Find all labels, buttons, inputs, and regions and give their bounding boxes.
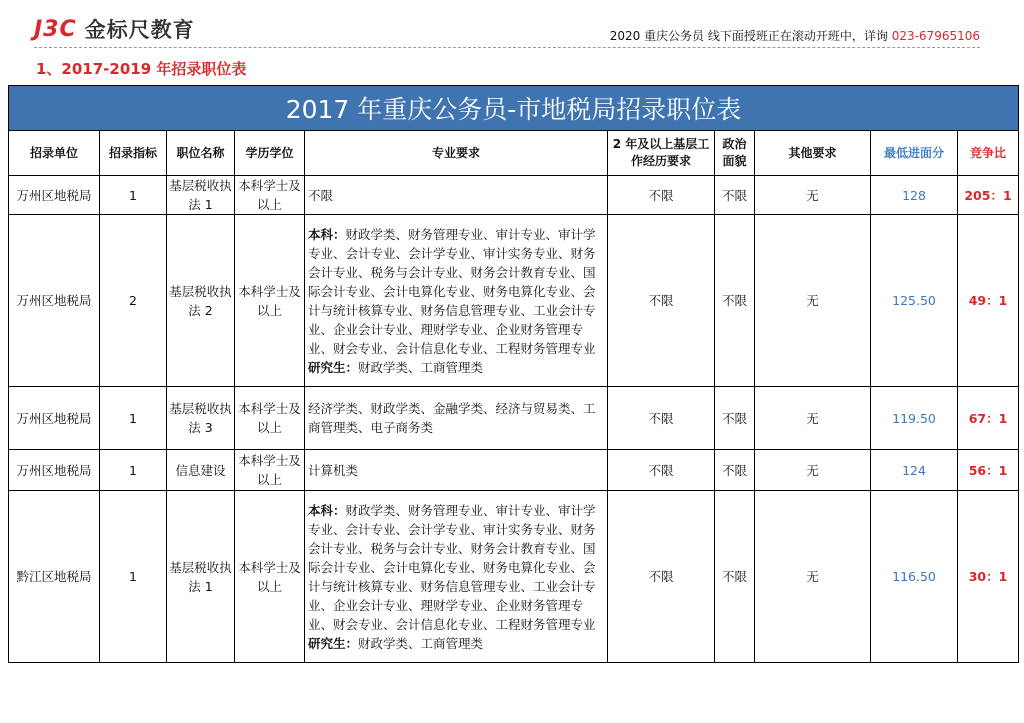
table-row: [9, 450, 1019, 491]
cell-experience: 不限: [608, 450, 715, 491]
table-row: [9, 176, 1019, 215]
page-header: [0, 0, 1024, 50]
major-label: 本科：: [308, 226, 346, 242]
cell-experience: 不限: [608, 387, 715, 450]
col-unit: 招录单位: [9, 131, 100, 176]
cell-ratio: 67：1: [958, 387, 1019, 450]
cell-degree: 本科学士及以上: [235, 450, 305, 491]
cell-quota: 1: [100, 176, 167, 215]
table-header-row: [9, 131, 1019, 176]
cell-min-score: 124: [871, 450, 958, 491]
grad-text: 财政学类、工商管理类: [358, 359, 484, 375]
grad-label: 研究生：: [308, 359, 359, 375]
cell-other: 无: [755, 215, 871, 387]
cell-position: 基层税收执法 3: [167, 387, 235, 450]
cell-experience: 不限: [608, 215, 715, 387]
recruitment-table-wrap: [8, 85, 1018, 663]
cell-ratio: 205：1: [958, 176, 1019, 215]
cell-position: 基层税收执法 1: [167, 176, 235, 215]
notice-text: 2020 重庆公务员 线下面授班正在滚动开班中，详询: [609, 29, 892, 43]
cell-position: 信息建设: [167, 450, 235, 491]
cell-political: 不限: [715, 387, 755, 450]
header-divider: [34, 47, 980, 48]
cell-min-score: 128: [871, 176, 958, 215]
cell-min-score: 116.50: [871, 491, 958, 663]
col-experience: 2 年及以上基层工作经历要求: [608, 131, 715, 176]
cell-ratio: 49：1: [958, 215, 1019, 387]
col-other: 其他要求: [755, 131, 871, 176]
cell-political: 不限: [715, 491, 755, 663]
cell-position: 基层税收执法 1: [167, 491, 235, 663]
cell-unit: 黔江区地税局: [9, 491, 100, 663]
cell-quota: 1: [100, 491, 167, 663]
cell-other: 无: [755, 450, 871, 491]
section-title: 1、2017-2019 年招录职位表: [36, 60, 247, 78]
cell-major: [305, 215, 608, 387]
major-text: 财政学类、财务管理专业、审计专业、审计学专业、会计专业、会计学专业、审计实务专业、财务会计专业、税务与会计专业、财务会计教育专业、国际会计专业、会计电算化专业、财务电算化专业、会计与统计核算专业、财务信息管理专业、工业会计专业、企业会计专业、理财学专业、企业财务管理专业、财会专业、会计信息化专业、工程财务管理专业: [308, 226, 596, 356]
table-title: 2017 年重庆公务员-市地税局招录职位表: [9, 86, 1019, 131]
cell-political: 不限: [715, 176, 755, 215]
notice-phone: 023-67965106: [891, 29, 980, 43]
cell-other: 无: [755, 491, 871, 663]
major-label: 本科：: [308, 502, 346, 518]
cell-quota: 1: [100, 387, 167, 450]
cell-ratio: 30：1: [958, 491, 1019, 663]
grad-label: 研究生：: [308, 635, 359, 651]
cell-min-score: 125.50: [871, 215, 958, 387]
grad-text: 财政学类、工商管理类: [358, 635, 484, 651]
cell-major: [305, 176, 608, 215]
cell-major: [305, 450, 608, 491]
col-min-score: 最低进面分: [871, 131, 958, 176]
cell-major: [305, 491, 608, 663]
cell-unit: 万州区地税局: [9, 387, 100, 450]
major-text: 不限: [308, 187, 334, 203]
logo-mark: J3C: [34, 16, 77, 42]
col-degree: 学历学位: [235, 131, 305, 176]
cell-political: 不限: [715, 215, 755, 387]
cell-unit: 万州区地税局: [9, 450, 100, 491]
cell-experience: 不限: [608, 176, 715, 215]
cell-degree: 本科学士及以上: [235, 387, 305, 450]
major-text: 计算机类: [308, 462, 359, 478]
major-text: 财政学类、财务管理专业、审计专业、审计学专业、会计专业、会计学专业、审计实务专业、财务会计专业、税务与会计专业、财务会计教育专业、国际会计专业、会计电算化专业、财务电算化专业、会计与统计核算专业、财务信息管理专业、工业会计专业、企业会计专业、理财学专业、企业财务管理专业、财会专业、会计信息化专业、工程财务管理专业: [308, 502, 596, 632]
cell-position: 基层税收执法 2: [167, 215, 235, 387]
cell-unit: 万州区地税局: [9, 215, 100, 387]
cell-other: 无: [755, 176, 871, 215]
cell-experience: 不限: [608, 491, 715, 663]
cell-quota: 2: [100, 215, 167, 387]
col-position: 职位名称: [167, 131, 235, 176]
cell-unit: 万州区地税局: [9, 176, 100, 215]
table-row: [9, 491, 1019, 663]
col-political: 政治面貌: [715, 131, 755, 176]
brand-logo: [34, 14, 195, 44]
col-quota: 招录指标: [100, 131, 167, 176]
cell-political: 不限: [715, 450, 755, 491]
col-ratio: 竞争比: [958, 131, 1019, 176]
cell-degree: 本科学士及以上: [235, 491, 305, 663]
cell-major: [305, 387, 608, 450]
recruitment-table: [8, 85, 1019, 663]
cell-degree: 本科学士及以上: [235, 176, 305, 215]
class-notice: [610, 27, 980, 44]
cell-min-score: 119.50: [871, 387, 958, 450]
table-row: [9, 387, 1019, 450]
table-row: [9, 215, 1019, 387]
cell-degree: 本科学士及以上: [235, 215, 305, 387]
cell-ratio: 56：1: [958, 450, 1019, 491]
cell-quota: 1: [100, 450, 167, 491]
major-text: 经济学类、财政学类、金融学类、经济与贸易类、工商管理类、电子商务类: [308, 401, 596, 435]
logo-name: 金标尺教育: [84, 18, 195, 42]
cell-other: 无: [755, 387, 871, 450]
col-major: 专业要求: [305, 131, 608, 176]
